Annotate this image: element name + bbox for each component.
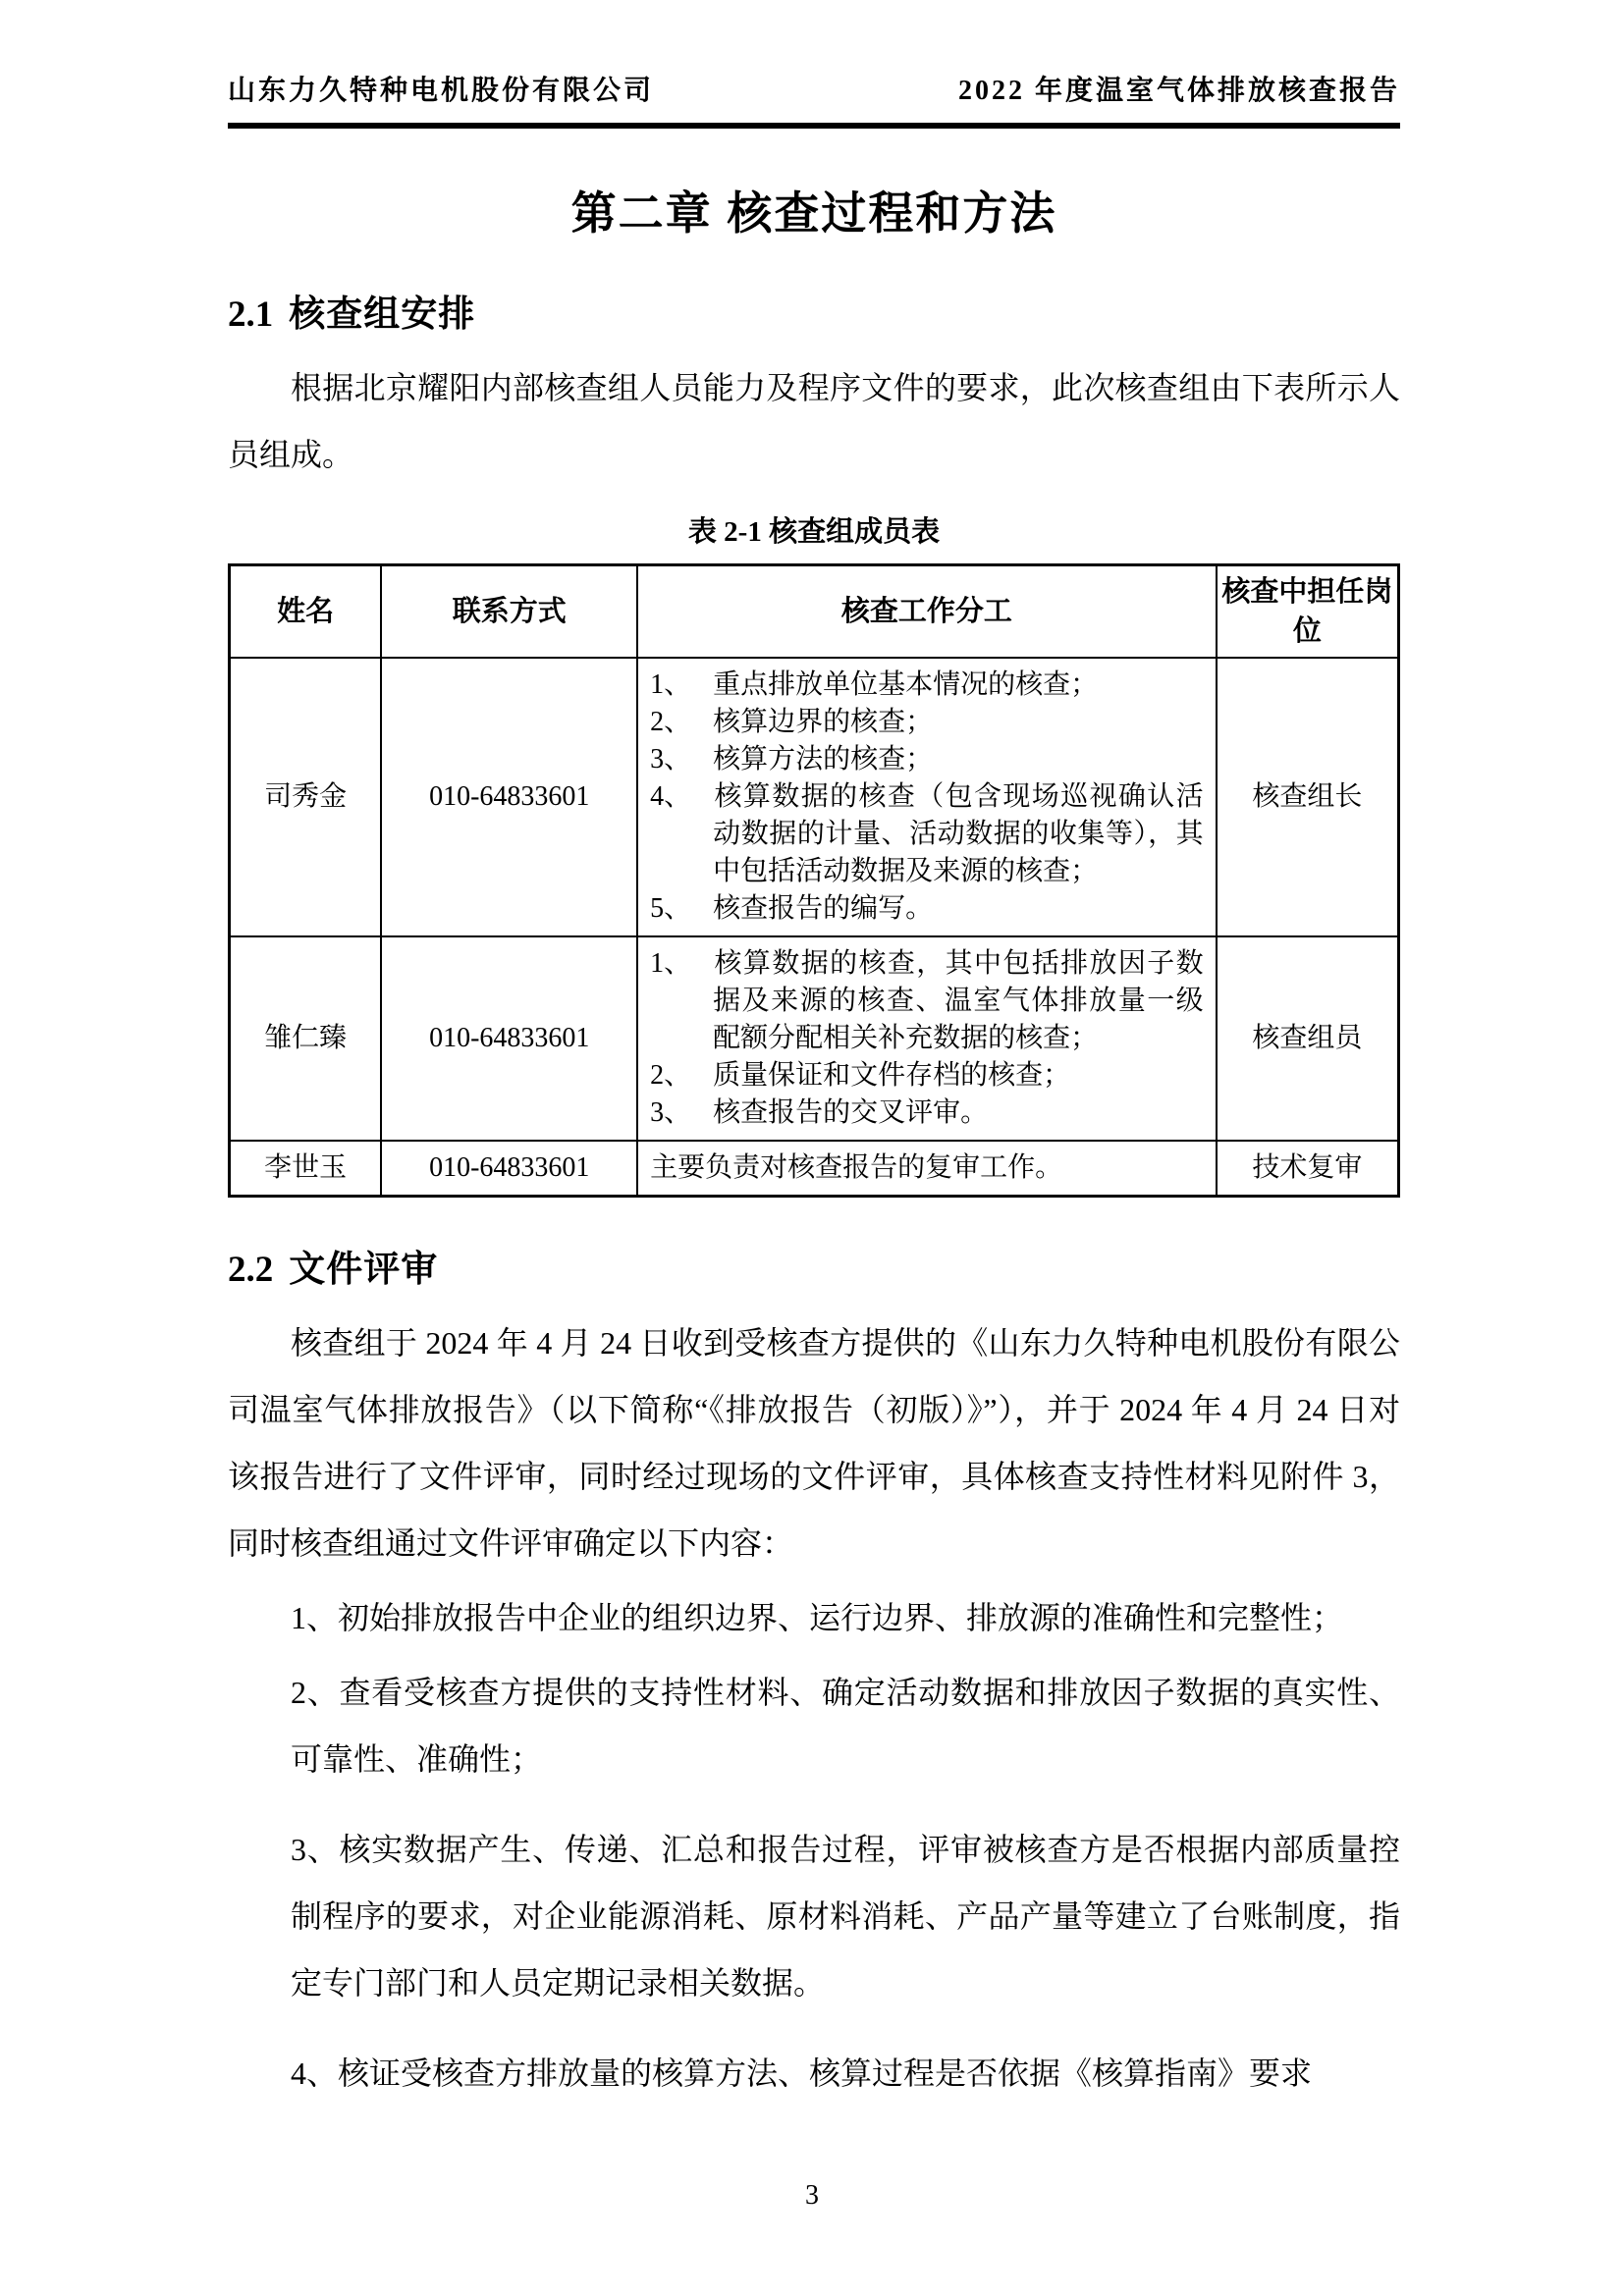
member-3-contact: 010-64833601 [381, 1141, 637, 1197]
section-2-1-heading [228, 284, 1400, 337]
duty-marker: 1、 [650, 948, 692, 979]
header-company-name: 山东力久特种电机股份有限公司 [228, 76, 655, 106]
duty-text: 核算边界的核查； [713, 707, 934, 737]
member-3-role: 技术复审 [1217, 1141, 1399, 1197]
duty-text: 核算方法的核查； [713, 744, 934, 774]
duty-marker: 2、 [650, 707, 692, 737]
duty-item [650, 704, 1204, 741]
duty-marker: 3、 [650, 744, 692, 774]
review-item-2: 2、查看受核查方提供的支持性材料、确定活动数据和排放因子数据的真实性、可靠性、准确性； [291, 1675, 1400, 1777]
duty-text: 核查报告的编写。 [713, 893, 934, 924]
chapter-title: 第二章 核查过程和方法 [570, 187, 1057, 239]
table-row-member-3 [230, 1141, 1399, 1197]
column-header-contact: 联系方式 [381, 565, 637, 659]
duty-item [650, 741, 1204, 778]
member-3-duties [637, 1141, 1217, 1197]
duty-item [650, 890, 1204, 928]
section-2-2-intro-paragraph: 核查组于 2024 年 4 月 24 日收到受核查方提供的《山东力久特种电机股份有限公司温室气体排放报告》（以下简称“《排放报告（初版）》”），并于 2024 年 4 月 24 日对该报告进行了文件评审，同时经过现场的文件评审，具体核查支持性材料见附件 3，同时核查组通过文件评审确定以下内容： [228, 1325, 1400, 1561]
page-header [228, 69, 1400, 108]
duty-text: 核算数据的核查（包含现场巡视确认活动数据的计量、活动数据的收集等），其中包括活动数据及来源的核查； [713, 781, 1204, 886]
table-row-member-2 [230, 936, 1399, 1141]
duty-item [650, 778, 1204, 890]
duty-item [650, 1095, 1204, 1132]
member-2-duties [637, 936, 1217, 1141]
duty-text: 核查报告的交叉评审。 [713, 1097, 989, 1128]
member-1-role: 核查组长 [1217, 658, 1399, 936]
duty-marker: 1、 [650, 669, 692, 700]
page-number: 3 [805, 2180, 819, 2211]
duty-text: 核算数据的核查，其中包括排放因子数据及来源的核查、温室气体排放量一级配额分配相关补充数据的核查； [713, 948, 1204, 1053]
member-2-name: 雏仁臻 [230, 936, 382, 1141]
section-2-1-number: 2.1 [228, 294, 274, 335]
section-2-1-intro-paragraph: 根据北京耀阳内部核查组人员能力及程序文件的要求，此次核查组由下表所示人员组成。 [228, 370, 1400, 472]
column-header-duties: 核查工作分工 [637, 565, 1217, 659]
duty-item [650, 945, 1204, 1057]
member-2-contact: 010-64833601 [381, 936, 637, 1141]
header-report-title: 2022 年度温室气体排放核查报告 [957, 76, 1400, 106]
member-1-contact: 010-64833601 [381, 658, 637, 936]
section-2-2-heading [228, 1239, 1400, 1292]
column-header-name: 姓名 [230, 565, 382, 659]
table-row-member-1 [230, 658, 1399, 936]
duty-item [650, 1057, 1204, 1095]
duty-marker: 5、 [650, 893, 692, 924]
team-table-header-row [230, 565, 1399, 659]
review-item-1: 1、初始排放报告中企业的组织边界、运行边界、排放源的准确性和完整性； [291, 1600, 1344, 1635]
duty-item: 主要负责对核查报告的复审工作。 [650, 1152, 1063, 1183]
section-2-2-number: 2.2 [228, 1250, 274, 1290]
section-2-2-title: 文件评审 [289, 1249, 439, 1289]
section-2-1-title: 核查组安排 [289, 294, 476, 334]
duty-item [650, 667, 1204, 704]
duty-marker: 2、 [650, 1060, 692, 1091]
member-3-name: 李世玉 [230, 1141, 382, 1197]
review-item-3: 3、核实数据产生、传递、汇总和报告过程，评审被核查方是否根据内部质量控制程序的要求，对企业能源消耗、原材料消耗、产品产量等建立了台账制度，指定专门部门和人员定期记录相关数据。 [291, 1832, 1400, 2001]
duty-text: 重点排放单位基本情况的核查； [713, 669, 1099, 700]
duty-marker: 4、 [650, 781, 692, 812]
duty-marker: 3、 [650, 1097, 692, 1128]
review-item-4: 4、核证受核查方排放量的核算方法、核算过程是否依据《核算指南》要求 [291, 2056, 1313, 2091]
member-1-name: 司秀金 [230, 658, 382, 936]
member-1-duties [637, 658, 1217, 936]
column-header-role: 核查中担任岗位 [1217, 565, 1399, 659]
team-table-caption: 表 2-1 核查组成员表 [687, 516, 941, 548]
header-rule [228, 123, 1400, 129]
team-table [228, 563, 1400, 1198]
duty-text: 质量保证和文件存档的核查； [713, 1060, 1071, 1091]
member-2-role: 核查组员 [1217, 936, 1399, 1141]
